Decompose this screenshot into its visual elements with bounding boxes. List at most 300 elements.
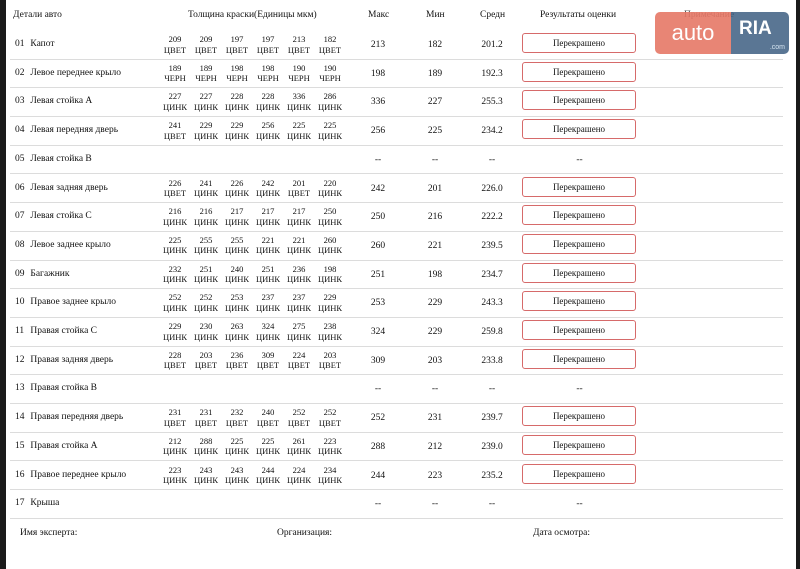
thickness-cell: [192, 407, 220, 428]
min-value: 189: [427, 68, 443, 79]
part-label: [15, 498, 59, 508]
logo-domain-text: .com: [769, 44, 785, 51]
thickness-cell: [316, 407, 344, 428]
part-number: 01: [15, 39, 25, 49]
thickness-cell: [192, 465, 220, 486]
table-row: [10, 374, 783, 404]
surface-type: ЦВЕТ: [163, 417, 187, 428]
thickness-cell: [316, 206, 344, 227]
surface-type: ЧЕРН: [257, 73, 279, 84]
min-value: 229: [427, 327, 443, 337]
thickness-cell: [316, 34, 344, 55]
thickness-value: 182: [323, 34, 337, 44]
surface-type: ЦИНК: [286, 475, 312, 485]
thickness-value: 228: [168, 349, 182, 360]
surface-type: ЦВЕТ: [287, 417, 311, 428]
thickness-value: 243: [230, 464, 244, 475]
surface-type: ЦИНК: [286, 274, 312, 285]
evaluation-result: Перекрашено: [522, 62, 636, 82]
thickness-cell: [223, 264, 251, 285]
thickness-value: 216: [199, 206, 213, 217]
thickness-value: 213: [292, 34, 306, 44]
thickness-cell: [192, 91, 220, 112]
thickness-value: 324: [261, 321, 275, 331]
surface-type: ЦИНК: [317, 245, 343, 256]
thickness-cell: [223, 465, 251, 486]
surface-type: ЦВЕТ: [318, 360, 342, 371]
avg-value: 226.0: [481, 183, 503, 194]
surface-type: ЦВЕТ: [194, 417, 218, 428]
surface-type: ЦВЕТ: [163, 44, 187, 55]
thickness-value: 197: [230, 34, 244, 44]
min-value: 221: [427, 240, 443, 251]
thickness-value: 231: [199, 407, 213, 418]
header-paint-thickness: Толщина краски(Единицы мкм): [188, 10, 317, 20]
part-label: [15, 269, 70, 279]
thickness-value: 237: [292, 292, 306, 303]
part-name: Левая стойка С: [30, 211, 92, 222]
thickness-value: 234: [323, 464, 337, 475]
avg-value: 255.3: [481, 97, 503, 108]
thickness-cell: [254, 206, 282, 227]
thickness-cell: [254, 321, 282, 342]
thickness-value: 189: [199, 62, 213, 73]
surface-type: ЦВЕТ: [225, 417, 249, 428]
table-row: [10, 288, 783, 318]
thickness-value: 228: [230, 91, 244, 102]
max-value: 324: [370, 327, 386, 337]
part-name: Левое заднее крыло: [30, 239, 111, 250]
thickness-value: 256: [261, 120, 275, 131]
autoria-watermark-logo: [655, 12, 789, 54]
part-name: Правое переднее крыло: [30, 469, 127, 480]
thickness-value: 203: [323, 349, 337, 360]
surface-type: ЦВЕТ: [256, 44, 280, 55]
thickness-cell: [254, 264, 282, 285]
thickness-cell: [254, 436, 282, 457]
evaluation-result: Перекрашено: [522, 349, 636, 369]
thickness-cell: [254, 178, 282, 199]
min-value: 223: [427, 470, 443, 481]
surface-type: ЦИНК: [224, 245, 250, 256]
surface-type: ЦИНК: [162, 446, 188, 457]
thickness-value: 201: [292, 177, 306, 188]
surface-type: ЧЕРН: [226, 73, 248, 84]
part-name: Левая передняя дверь: [30, 125, 119, 136]
surface-type: ЦИНК: [317, 302, 343, 313]
table-row: [10, 116, 783, 146]
table-row: [10, 432, 783, 462]
part-name: Багажник: [30, 268, 70, 279]
max-value: 244: [370, 470, 386, 481]
thickness-cell: [316, 178, 344, 199]
thickness-cell: [161, 321, 189, 342]
max-value: 256: [370, 126, 386, 137]
thickness-cell: [316, 350, 344, 371]
thickness-cell: [223, 407, 251, 428]
header-max: Макс: [368, 10, 390, 20]
thickness-value: 209: [168, 34, 182, 44]
avg-value: 239.7: [481, 413, 503, 424]
avg-value: 234.7: [481, 269, 503, 280]
thickness-value: 244: [261, 464, 275, 475]
surface-type: ЦВЕТ: [225, 44, 249, 55]
max-value: 309: [370, 355, 386, 366]
thickness-cell: [254, 407, 282, 428]
part-name: Левая стойка А: [30, 96, 93, 107]
thickness-value: 225: [230, 435, 244, 446]
surface-type: ЦИНК: [193, 274, 219, 285]
max-value: 336: [370, 97, 386, 108]
part-number: 03: [15, 96, 25, 107]
thickness-cell: [161, 91, 189, 112]
thickness-value: 242: [261, 177, 275, 188]
evaluation-result: Перекрашено: [522, 406, 636, 426]
thickness-cell: [316, 63, 344, 84]
thickness-cell: [223, 436, 251, 457]
thickness-value: 198: [230, 62, 244, 73]
thickness-value: 217: [230, 206, 244, 217]
min-value: 201: [427, 183, 443, 194]
thickness-value: 226: [230, 177, 244, 188]
thickness-value: 226: [168, 177, 182, 188]
thickness-value: 263: [230, 321, 244, 331]
table-row: [10, 489, 783, 519]
surface-type: ЦИНК: [255, 475, 281, 485]
evaluation-result: Перекрашено: [522, 435, 636, 455]
surface-type: ЦИНК: [162, 101, 188, 112]
thickness-cell: [223, 178, 251, 199]
thickness-value: 251: [199, 263, 213, 274]
thickness-cell: [223, 34, 251, 55]
thickness-value: 309: [261, 349, 275, 360]
thickness-cell: [285, 436, 313, 457]
part-name: Правая стойка В: [30, 383, 98, 394]
max-value: 198: [370, 68, 386, 79]
surface-type: ЦИНК: [224, 130, 250, 141]
surface-type: ЦИНК: [286, 245, 312, 256]
part-number: 16: [15, 469, 25, 480]
surface-type: ЦИНК: [224, 274, 250, 285]
table-row: [10, 260, 783, 290]
header-min: Мин: [426, 10, 445, 20]
thickness-cell: [192, 436, 220, 457]
surface-type: ЦИНК: [193, 245, 219, 256]
thickness-value: 288: [199, 435, 213, 446]
thickness-cell: [254, 120, 282, 141]
max-value: 253: [370, 298, 386, 309]
thickness-value: 198: [261, 62, 275, 73]
thickness-value: 251: [261, 263, 275, 274]
max-value: 260: [370, 240, 386, 251]
thickness-cell: [285, 34, 313, 55]
avg-value: 259.8: [481, 327, 503, 337]
thickness-cell: [161, 235, 189, 256]
thickness-value: 229: [168, 321, 182, 331]
thickness-cell: [192, 350, 220, 371]
thickness-value: 241: [199, 177, 213, 188]
thickness-value: 240: [230, 263, 244, 274]
surface-type: ЦВЕТ: [194, 44, 218, 55]
surface-type: ЦИНК: [162, 274, 188, 285]
surface-type: ЦВЕТ: [163, 360, 187, 371]
thickness-cell: [254, 465, 282, 486]
evaluation-result: --: [576, 154, 583, 165]
thickness-cell: [316, 292, 344, 313]
thickness-value: 221: [261, 234, 275, 245]
evaluation-result: Перекрашено: [522, 320, 636, 340]
logo-auto-text: auto: [655, 12, 731, 54]
surface-type: ЧЕРН: [195, 73, 217, 84]
thickness-cell: [254, 235, 282, 256]
thickness-cell: [223, 350, 251, 371]
avg-value: 239.5: [481, 240, 503, 251]
table-row: [10, 202, 783, 232]
part-name: Левая задняя дверь: [30, 182, 108, 193]
surface-type: ЦИНК: [162, 302, 188, 313]
surface-type: ЦИНК: [255, 446, 281, 457]
thickness-cell: [254, 34, 282, 55]
thickness-value: 190: [323, 62, 337, 73]
evaluation-result: --: [576, 499, 583, 510]
surface-type: ЧЕРН: [319, 73, 341, 84]
thickness-value: 209: [199, 34, 213, 44]
header-results: Результаты оценки: [540, 10, 617, 20]
thickness-cell: [316, 120, 344, 141]
min-value: 212: [427, 441, 443, 452]
expert-name-label: Имя эксперта:: [20, 528, 78, 538]
logo-ria-text: RIA: [739, 18, 772, 39]
thickness-cell: [161, 34, 189, 55]
min-value: 227: [427, 97, 443, 108]
surface-type: ЦИНК: [317, 101, 343, 112]
min-value: 182: [427, 40, 443, 50]
thickness-cell: [316, 235, 344, 256]
surface-type: ЦИНК: [193, 101, 219, 112]
max-value: 252: [370, 413, 386, 424]
part-number: 05: [15, 153, 25, 164]
table-row: [10, 346, 783, 376]
thickness-cell: [192, 206, 220, 227]
surface-type: ЦИНК: [255, 331, 281, 342]
thickness-cell: [285, 178, 313, 199]
surface-type: ЦИНК: [224, 101, 250, 112]
surface-type: ЦИНК: [317, 331, 343, 342]
surface-type: ЦИНК: [193, 216, 219, 227]
surface-type: ЦИНК: [317, 216, 343, 227]
thickness-value: 198: [323, 263, 337, 274]
part-number: 06: [15, 182, 25, 193]
thickness-value: 255: [230, 234, 244, 245]
thickness-value: 241: [168, 120, 182, 131]
thickness-value: 220: [323, 177, 337, 188]
surface-type: ЦИНК: [224, 331, 250, 342]
part-name: Правая стойка А: [30, 440, 98, 451]
thickness-cell: [161, 264, 189, 285]
table-row: [10, 174, 783, 204]
evaluation-result: Перекрашено: [522, 234, 636, 254]
surface-type: ЧЕРН: [288, 73, 310, 84]
surface-type: ЦИНК: [162, 245, 188, 256]
evaluation-result: --: [576, 384, 583, 395]
min-value: --: [431, 154, 439, 165]
min-value: 231: [427, 413, 443, 424]
thickness-cell: [316, 465, 344, 486]
avg-value: 243.3: [481, 298, 503, 309]
min-value: --: [431, 384, 439, 395]
thickness-cell: [254, 292, 282, 313]
part-label: [15, 240, 111, 250]
part-number: 13: [15, 383, 25, 394]
part-label: [15, 211, 92, 221]
avg-value: --: [488, 384, 496, 395]
surface-type: ЧЕРН: [164, 73, 186, 84]
thickness-value: 336: [292, 91, 306, 102]
surface-type: ЦИНК: [193, 475, 219, 485]
surface-type: ЦВЕТ: [163, 188, 187, 198]
thickness-value: 223: [323, 435, 337, 446]
min-value: 225: [427, 126, 443, 137]
surface-type: ЦИНК: [286, 331, 312, 342]
surface-type: ЦИНК: [224, 475, 250, 485]
surface-type: ЦИНК: [255, 245, 281, 256]
surface-type: ЦИНК: [286, 101, 312, 112]
thickness-cell: [161, 407, 189, 428]
surface-type: ЦВЕТ: [318, 44, 342, 55]
surface-type: ЦИНК: [224, 188, 250, 198]
part-number: 08: [15, 239, 25, 250]
surface-type: ЦИНК: [317, 188, 343, 198]
thickness-value: 197: [261, 34, 275, 44]
thickness-cell: [223, 63, 251, 84]
part-name: Правая стойка С: [30, 326, 98, 336]
max-value: 250: [370, 212, 386, 223]
surface-type: ЦИНК: [317, 446, 343, 457]
part-name: Левая стойка В: [30, 153, 92, 164]
surface-type: ЦИНК: [286, 130, 312, 141]
thickness-value: 230: [199, 321, 213, 331]
evaluation-result: Перекрашено: [522, 119, 636, 139]
evaluation-result: Перекрашено: [522, 205, 636, 225]
surface-type: ЦИНК: [255, 302, 281, 313]
evaluation-result: Перекрашено: [522, 464, 636, 484]
thickness-cell: [285, 63, 313, 84]
thickness-cell: [161, 120, 189, 141]
logo-ria-block: [731, 12, 789, 54]
surface-type: ЦВЕТ: [287, 44, 311, 55]
max-value: --: [374, 499, 382, 510]
surface-type: ЦИНК: [286, 446, 312, 457]
avg-value: 192.3: [481, 68, 503, 79]
part-name: Левое переднее крыло: [30, 67, 121, 78]
part-label: [15, 68, 121, 78]
evaluation-result: Перекрашено: [522, 177, 636, 197]
part-number: 10: [15, 297, 25, 308]
table-row: [10, 231, 783, 261]
surface-type: ЦИНК: [193, 302, 219, 313]
part-label: [15, 470, 126, 480]
inspection-date-label: Дата осмотра:: [533, 528, 591, 538]
part-number: 09: [15, 268, 25, 279]
thickness-cell: [316, 264, 344, 285]
thickness-value: 229: [230, 120, 244, 131]
surface-type: ЦИНК: [224, 446, 250, 457]
thickness-value: 238: [323, 321, 337, 331]
avg-value: 234.2: [481, 126, 503, 137]
thickness-value: 232: [230, 407, 244, 418]
part-number: 12: [15, 354, 25, 365]
thickness-value: 232: [168, 263, 182, 274]
thickness-value: 224: [292, 349, 306, 360]
thickness-cell: [285, 465, 313, 486]
table-row: [10, 87, 783, 117]
thickness-value: 225: [261, 435, 275, 446]
thickness-cell: [285, 206, 313, 227]
avg-value: 201.2: [481, 40, 503, 50]
min-value: 203: [427, 355, 443, 366]
max-value: 242: [370, 183, 386, 194]
min-value: --: [431, 499, 439, 510]
avg-value: 235.2: [481, 470, 503, 481]
thickness-value: 225: [292, 120, 306, 131]
surface-type: ЦИНК: [162, 216, 188, 227]
part-label: [15, 412, 123, 422]
thickness-cell: [223, 120, 251, 141]
thickness-value: 275: [292, 321, 306, 331]
header-parts: Детали авто: [13, 10, 62, 20]
thickness-cell: [223, 292, 251, 313]
surface-type: ЦИНК: [224, 302, 250, 313]
thickness-cell: [161, 350, 189, 371]
organization-label: Организация:: [277, 528, 333, 538]
table-row: [10, 403, 783, 433]
thickness-value: 255: [199, 234, 213, 245]
thickness-value: 217: [261, 206, 275, 217]
thickness-cell: [192, 292, 220, 313]
max-value: 213: [370, 40, 386, 50]
thickness-value: 240: [261, 407, 275, 418]
thickness-value: 236: [230, 349, 244, 360]
surface-type: ЦВЕТ: [318, 417, 342, 428]
thickness-value: 190: [292, 62, 306, 73]
part-label: [15, 355, 113, 365]
surface-type: ЦВЕТ: [256, 360, 280, 371]
part-number: 02: [15, 67, 25, 78]
thickness-cell: [223, 321, 251, 342]
thickness-value: 252: [199, 292, 213, 303]
table-row: [10, 317, 783, 347]
thickness-cell: [316, 91, 344, 112]
thickness-value: 229: [199, 120, 213, 131]
avg-value: --: [488, 154, 496, 165]
thickness-cell: [192, 321, 220, 342]
thickness-value: 286: [323, 91, 337, 102]
surface-type: ЦИНК: [193, 188, 219, 198]
thickness-value: 237: [261, 292, 275, 303]
part-label: [15, 326, 97, 336]
part-label: [15, 96, 92, 106]
part-label: [15, 125, 118, 135]
thickness-value: 216: [168, 206, 182, 217]
thickness-value: 221: [292, 234, 306, 245]
part-number: 04: [15, 125, 25, 136]
part-number: 07: [15, 211, 25, 222]
surface-type: ЦИНК: [255, 274, 281, 285]
thickness-value: 227: [168, 91, 182, 102]
thickness-cell: [161, 63, 189, 84]
thickness-value: 227: [199, 91, 213, 102]
surface-type: ЦИНК: [317, 130, 343, 141]
